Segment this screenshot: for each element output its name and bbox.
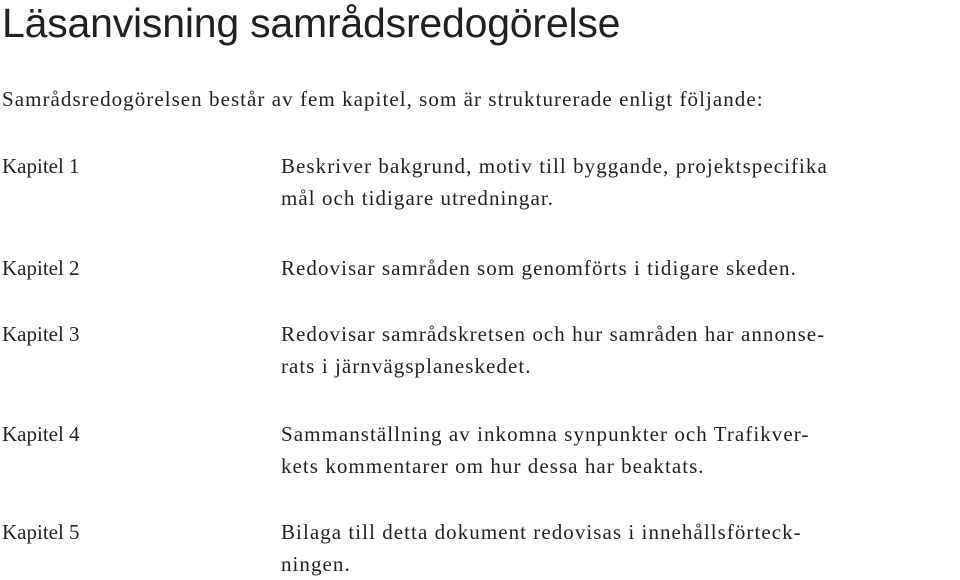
chapter-description	[281, 418, 951, 482]
chapter-description-line: ningen.	[281, 552, 351, 576]
chapter-description	[281, 516, 951, 580]
chapter-label: Kapitel 4	[2, 422, 80, 446]
chapter-description	[281, 318, 951, 382]
chapter-description-line: rats i järnvägsplaneskedet.	[281, 354, 532, 378]
chapter-description-line: Beskriver bakgrund, motiv till byggande, projektspecifika	[281, 154, 828, 178]
chapter-description-line: kets kommentarer om hur dessa har beaktats.	[281, 454, 705, 478]
chapter-label: Kapitel 2	[2, 256, 80, 280]
chapter-label: Kapitel 5	[2, 520, 80, 544]
chapter-description-line: Redovisar samrådskretsen och hur samråden har annonse-	[281, 322, 826, 346]
chapter-description	[281, 252, 951, 284]
chapter-description-line: Bilaga till detta dokument redovisas i innehållsförteck-	[281, 520, 802, 544]
chapter-description	[281, 150, 951, 214]
chapter-description-line: mål och tidigare utredningar.	[281, 186, 555, 210]
page-title: Läsanvisning samrådsredogörelse	[2, 0, 621, 46]
chapter-label: Kapitel 1	[2, 154, 80, 178]
chapter-label: Kapitel 3	[2, 322, 80, 346]
chapter-description-line: Redovisar samråden som genomförts i tidigare skeden.	[281, 256, 797, 280]
chapter-description-line: Sammanställning av inkomna synpunkter och Trafikver-	[281, 422, 810, 446]
intro-paragraph: Samrådsredogörelsen består av fem kapitel, som är strukturerade enligt följande:	[2, 87, 764, 111]
